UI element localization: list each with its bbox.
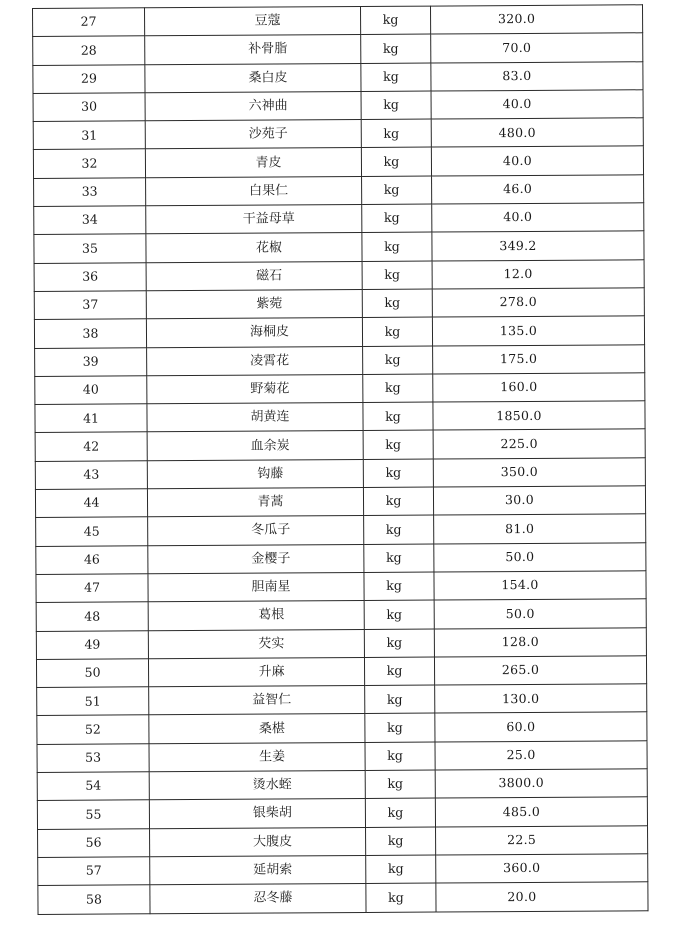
quantity-cell: 278.0 [432, 288, 644, 318]
unit-cell: kg [360, 6, 430, 35]
item-name-cell: 烫水蛭 [149, 770, 365, 800]
unit-cell: kg [362, 176, 432, 205]
item-name-cell: 白果仁 [146, 176, 362, 206]
table-row [34, 316, 644, 348]
quantity-cell: 265.0 [434, 656, 646, 686]
unit-cell: kg [361, 119, 431, 148]
quantity-cell: 50.0 [434, 542, 646, 572]
row-number-cell: 35 [34, 234, 146, 263]
row-number-cell: 30 [33, 93, 145, 122]
item-name-cell: 青蒿 [147, 488, 363, 518]
unit-cell: kg [364, 657, 434, 686]
table-row [35, 458, 645, 490]
quantity-cell: 360.0 [436, 854, 648, 884]
unit-cell: kg [361, 34, 431, 63]
row-number-cell: 43 [35, 461, 147, 490]
row-number-cell: 32 [33, 149, 145, 178]
unit-cell: kg [366, 827, 436, 856]
table-row [33, 5, 643, 37]
table-row [33, 146, 643, 178]
quantity-cell: 154.0 [434, 571, 646, 601]
table-row [34, 175, 644, 207]
unit-cell: kg [365, 685, 435, 714]
row-number-cell: 55 [37, 800, 149, 829]
unit-cell: kg [362, 204, 432, 233]
unit-cell: kg [366, 855, 436, 884]
table-row [35, 373, 645, 405]
table-row [35, 486, 645, 518]
item-name-cell: 干益母草 [146, 205, 362, 235]
row-number-cell: 38 [34, 319, 146, 348]
unit-cell: kg [365, 713, 435, 742]
unit-cell: kg [363, 346, 433, 375]
table-row [38, 825, 648, 857]
row-number-cell: 41 [35, 404, 147, 433]
unit-cell: kg [365, 798, 435, 827]
quantity-cell: 160.0 [433, 373, 645, 403]
row-number-cell: 37 [34, 291, 146, 320]
table-row [37, 797, 647, 829]
table-row [38, 854, 648, 886]
unit-cell: kg [365, 742, 435, 771]
item-name-cell: 磁石 [146, 261, 362, 291]
table-row [34, 259, 644, 291]
item-name-cell: 桑椹 [149, 714, 365, 744]
quantity-cell: 225.0 [433, 429, 645, 459]
quantity-cell: 40.0 [431, 146, 643, 176]
quantity-cell: 1850.0 [433, 401, 645, 431]
item-name-cell: 沙苑子 [145, 120, 361, 150]
quantity-cell: 349.2 [432, 231, 644, 261]
quantity-cell: 70.0 [431, 33, 643, 63]
table-row [35, 429, 645, 461]
row-number-cell: 36 [34, 262, 146, 291]
item-name-cell: 芡实 [148, 629, 364, 659]
row-number-cell: 40 [35, 376, 147, 405]
item-name-cell: 桑白皮 [145, 63, 361, 93]
row-number-cell: 48 [36, 602, 148, 631]
table-row [36, 571, 646, 603]
item-name-cell: 血余炭 [147, 431, 363, 461]
item-name-cell: 海桐皮 [146, 318, 362, 348]
unit-cell: kg [364, 600, 434, 629]
item-name-cell: 六神曲 [145, 91, 361, 121]
table-row [38, 882, 648, 914]
item-name-cell: 野菊花 [147, 374, 363, 404]
row-number-cell: 46 [36, 545, 148, 574]
row-number-cell: 39 [35, 347, 147, 376]
unit-cell: kg [362, 232, 432, 261]
quantity-cell: 320.0 [430, 5, 642, 35]
herb-quantity-table [32, 4, 649, 914]
table-row [33, 61, 643, 93]
item-name-cell: 冬瓜子 [148, 516, 364, 546]
row-number-cell: 28 [33, 36, 145, 65]
item-name-cell: 胆南星 [148, 572, 364, 602]
unit-cell: kg [364, 544, 434, 573]
quantity-cell: 46.0 [432, 175, 644, 205]
quantity-cell: 128.0 [434, 627, 646, 657]
unit-cell: kg [363, 487, 433, 516]
row-number-cell: 52 [37, 715, 149, 744]
table-row [33, 33, 643, 65]
quantity-cell: 22.5 [436, 825, 648, 855]
quantity-cell: 81.0 [434, 514, 646, 544]
unit-cell: kg [363, 459, 433, 488]
table-row [36, 514, 646, 546]
quantity-cell: 25.0 [435, 740, 647, 770]
row-number-cell: 34 [34, 206, 146, 235]
document-sheet [32, 4, 648, 914]
table-row [34, 231, 644, 263]
quantity-cell: 20.0 [436, 882, 648, 912]
item-name-cell: 钩藤 [147, 459, 363, 489]
row-number-cell: 50 [36, 659, 148, 688]
item-name-cell: 花椒 [146, 233, 362, 263]
unit-cell: kg [364, 572, 434, 601]
row-number-cell: 58 [38, 885, 150, 914]
table-row [36, 599, 646, 631]
quantity-cell: 83.0 [431, 61, 643, 91]
unit-cell: kg [361, 148, 431, 177]
row-number-cell: 47 [36, 574, 148, 603]
row-number-cell: 33 [34, 178, 146, 207]
item-name-cell: 补骨脂 [145, 35, 361, 65]
unit-cell: kg [366, 883, 436, 912]
table-row [33, 90, 643, 122]
quantity-cell: 175.0 [433, 344, 645, 374]
quantity-cell: 50.0 [434, 599, 646, 629]
quantity-cell: 135.0 [432, 316, 644, 346]
table-row [36, 627, 646, 659]
item-name-cell: 升麻 [148, 657, 364, 687]
item-name-cell: 胡黄连 [147, 403, 363, 433]
item-name-cell: 大腹皮 [150, 827, 366, 857]
quantity-cell: 40.0 [431, 90, 643, 120]
unit-cell: kg [362, 261, 432, 290]
item-name-cell: 忍冬藤 [150, 884, 366, 914]
row-number-cell: 27 [33, 8, 145, 37]
unit-cell: kg [365, 770, 435, 799]
table-row [34, 203, 644, 235]
item-name-cell: 益智仁 [149, 686, 365, 716]
item-name-cell: 生姜 [149, 742, 365, 772]
quantity-cell: 60.0 [435, 712, 647, 742]
table-row [33, 118, 643, 150]
quantity-cell: 30.0 [433, 486, 645, 516]
quantity-cell: 130.0 [435, 684, 647, 714]
row-number-cell: 31 [33, 121, 145, 150]
item-name-cell: 金樱子 [148, 544, 364, 574]
item-name-cell: 青皮 [145, 148, 361, 178]
table-row [35, 401, 645, 433]
unit-cell: kg [363, 374, 433, 403]
unit-cell: kg [364, 515, 434, 544]
row-number-cell: 51 [37, 687, 149, 716]
table-row [36, 542, 646, 574]
row-number-cell: 49 [36, 630, 148, 659]
row-number-cell: 29 [33, 64, 145, 93]
unit-cell: kg [362, 289, 432, 318]
unit-cell: kg [361, 91, 431, 120]
item-name-cell: 银柴胡 [149, 799, 365, 829]
quantity-cell: 3800.0 [435, 769, 647, 799]
row-number-cell: 44 [35, 489, 147, 518]
unit-cell: kg [361, 63, 431, 92]
quantity-cell: 350.0 [433, 458, 645, 488]
unit-cell: kg [362, 317, 432, 346]
item-name-cell: 延胡索 [150, 855, 366, 885]
quantity-cell: 485.0 [435, 797, 647, 827]
table-row [36, 656, 646, 688]
row-number-cell: 45 [36, 517, 148, 546]
item-name-cell: 豆蔻 [145, 6, 361, 36]
table-row [37, 712, 647, 744]
table-row [37, 769, 647, 801]
quantity-cell: 40.0 [432, 203, 644, 233]
unit-cell: kg [364, 629, 434, 658]
table-body [33, 5, 649, 914]
row-number-cell: 57 [38, 857, 150, 886]
table-row [37, 740, 647, 772]
row-number-cell: 42 [35, 432, 147, 461]
unit-cell: kg [363, 402, 433, 431]
unit-cell: kg [363, 431, 433, 460]
table-row [35, 344, 645, 376]
table-row [34, 288, 644, 320]
quantity-cell: 12.0 [432, 259, 644, 289]
quantity-cell: 480.0 [431, 118, 643, 148]
table-row [37, 684, 647, 716]
row-number-cell: 56 [38, 828, 150, 857]
item-name-cell: 凌霄花 [147, 346, 363, 376]
item-name-cell: 紫菀 [146, 289, 362, 319]
item-name-cell: 葛根 [148, 601, 364, 631]
row-number-cell: 54 [37, 772, 149, 801]
row-number-cell: 53 [37, 744, 149, 773]
